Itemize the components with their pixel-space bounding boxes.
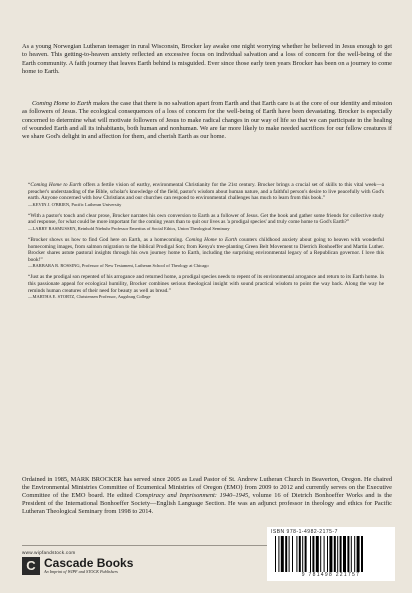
endorsement-1: “Coming Home to Earth offers a fertile vision of earthy, environmental Christianity for the 21st century. Brocker brings a crucial set of skills to this vital week—a preacher's understanding of the Bible, scholar's knowledge of the field, pastor's wisdom about human nature, and a faithful person's desire to live peacefully with God's earth. Anyone concerned with how Christians and our churches can respond to environmental challenges has much to learn from this book.” —KEVIN J. O'BRIEN, Pacific Lutheran University	[28, 182, 384, 207]
publisher-logo	[22, 557, 133, 575]
endorsement-attribution: —LARRY RASMUSSEN, Reinhold Niebuhr Professor Emeritus of Social Ethics, Union Theological Seminary	[28, 225, 230, 231]
publisher-website: www.wipfandstock.com	[22, 550, 76, 555]
barcode-icon	[275, 536, 387, 572]
book-title-inline: Coming Home to Earth	[32, 100, 92, 107]
endorsement-3: “Brocker shows us how to find God here on Earth, as a homecoming. Coming Home to Earth counters childhood anxiety about going to heaven with wonderful homecoming images, from salmon migration to the biblical Prodigal Son; from Kenya's tree-planting Green Belt Movement to Dietrich Bonhoeffer and Martin Luther. Brocker shares astute pastoral insights through his own journey home to Earth, including the surprising environmental legacy of a Republican governor. I love this book!” —BARBARA R. ROSSING, Professor of New Testament, Lutheran School of Theology at Chicago	[28, 236, 384, 269]
isbn-label: ISBN 978-1-4982-2175-7	[271, 529, 338, 535]
barcode-bar	[316, 536, 319, 572]
barcode-bar	[289, 536, 290, 572]
publisher-tagline: An Imprint of WIPF and STOCK Publishers	[44, 569, 118, 574]
barcode-bar	[343, 536, 346, 572]
barcode-bar	[354, 536, 355, 572]
barcode-bar	[329, 536, 332, 572]
endorsements	[28, 182, 384, 305]
barcode-bar	[347, 536, 349, 572]
barcode-bar	[302, 536, 303, 572]
barcode	[267, 527, 395, 581]
barcode-bar	[281, 536, 284, 572]
barcode-bar	[351, 536, 352, 572]
barcode-bar	[310, 536, 311, 572]
cascade-logo-icon: C	[22, 557, 40, 575]
barcode-bar	[278, 536, 279, 572]
endorsement-attribution: —MARTHA E. STORTZ, Christensen Professor, Augsburg College	[28, 294, 151, 300]
endorsement-4: “Just as the prodigal son repented of his arrogance and returned home, a prodigal species needs to repent of its environmental arrogance and return to its Earth home. In this passionate appeal for ecological humility, Brocker combines serious theological insight with sound practical wisdom to point the way back. Along the way he reminds human creatures of their need for beauty as well as bread.” —MARTHA E. STORTZ, Christensen Professor, Augsburg College	[28, 274, 384, 300]
barcode-bar	[292, 536, 293, 572]
barcode-bar	[334, 536, 336, 572]
author-bio: Ordained in 1985, MARK BROCKER has served since 2005 as Lead Pastor of St. Andrew Lutheran Church in Beaverton, Oregon. He chaired the Environmental Ministries Committee of Ecumenical Ministries of Oregon (EMO) from 2009 to 2012 and currently serves on the Executive Committee of the EMO board. He edited Conspiracy and Imprisonment: 1940–1945, volume 16 of Dietrich Bonhoeffer Works and is the President of the International Bonhoeffer Society—English Language Section. He was an adjunct professor in theology and ethics for Pacific Lutheran Theological Seminary from 1998 to 2014.	[22, 476, 392, 516]
publisher-name: Cascade Books	[44, 556, 134, 570]
summary-paragraph: Coming Home to Earth makes the case that there is no salvation apart from Earth and that Earth care is at the core of our identity and mission as followers of Jesus. The ecological consequences of a loss of concern for the well-being of Earth have been devastating. Brocker is especially concerned to determine what will motivate followers of Jesus to make radical changes in our way of life so that we can participate in the healing of wounded Earth and all its inhabitants, both human and nonhuman. We are far more likely to make needed sacrifices for our fellow creatures if we share God's delight in and affection for them, and cherish Earth as our home.	[22, 100, 392, 140]
barcode-bar	[324, 536, 325, 572]
endorsement-attribution: —KEVIN J. O'BRIEN, Pacific Lutheran University	[28, 201, 122, 207]
barcode-bar	[299, 536, 301, 572]
barcode-bar	[337, 536, 338, 572]
barcode-bar	[340, 536, 342, 572]
intro-paragraph: As a young Norwegian Lutheran teenager in rural Wisconsin, Brocker lay awake one night worrying whether he believed in Jesus enough to get to heaven. This getting-to-heaven anxiety reflected an excessive focus on individual salvation and a loss of concern for the well-being of the Earth community. A faith journey that leaves Earth behind is misguided. Ever since those early teen years Brocker has been on a journey to come home to Earth.	[22, 43, 392, 75]
barcode-bar	[296, 536, 297, 572]
barcode-digits: 9 781498 221757	[301, 572, 361, 578]
barcode-bar	[357, 536, 360, 572]
endorsement-attribution: —BARBARA R. ROSSING, Professor of New Testament, Lutheran School of Theology at Chicago	[28, 263, 209, 269]
barcode-bar	[327, 536, 328, 572]
endorsement-2: “With a pastor's touch and clear prose, Brocker narrates his own conversion to Earth as a follower of Jesus. Get the book and gather some friends for collective study and response, for what could be more important for the coming years than to quit our lives as 'a prodigal species' and truly come home to God's Earth?” —LARRY RASMUSSEN, Reinhold Niebuhr Professor Emeritus of Social Ethics, Union Theological Seminary	[28, 212, 384, 231]
barcode-bar	[312, 536, 314, 572]
barcode-bar	[275, 536, 276, 572]
barcode-bar	[361, 536, 363, 572]
barcode-bar	[305, 536, 307, 572]
barcode-bar	[285, 536, 287, 572]
barcode-bar	[320, 536, 321, 572]
